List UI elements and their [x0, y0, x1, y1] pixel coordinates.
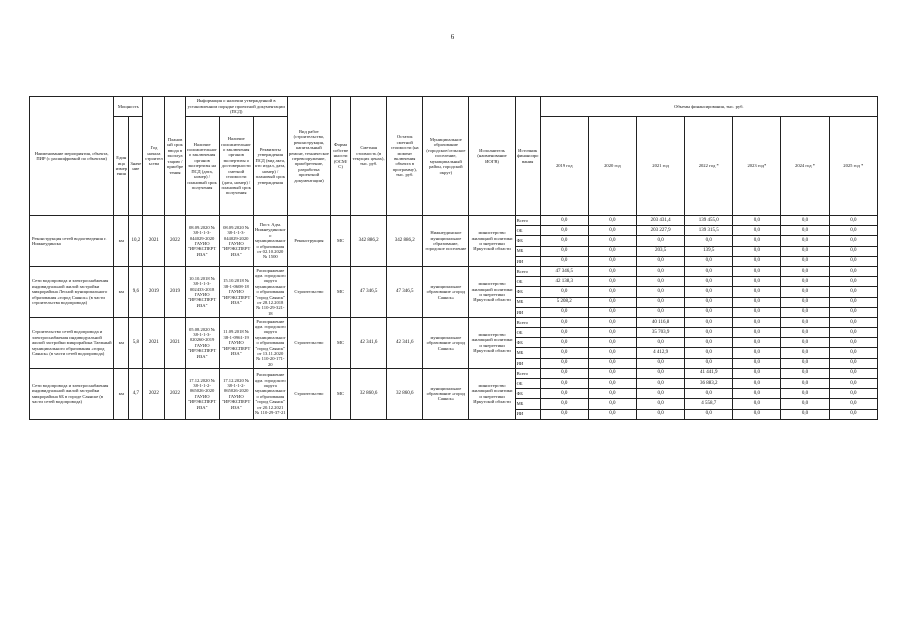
funding-amount: 0,0	[685, 277, 733, 287]
funding-amount: 0,0	[733, 307, 781, 317]
header-remaining-cost: Остаток сметной стоимости (на момент включения объекта в программу), тыс. руб.	[387, 97, 423, 216]
municipality: муниципальное образование «город Саянск»	[423, 317, 469, 368]
header-name: Наименование мероприятия, объекта, ПИР (с расшифровкой по объектам)	[30, 97, 114, 216]
municipality: муниципальное образование «город Саянск»	[423, 266, 469, 317]
funding-amount: 0,0	[637, 358, 685, 368]
header-year: 2019 год	[540, 117, 588, 216]
funding-amount: 0,0	[637, 307, 685, 317]
funding-amount: 0,0	[637, 266, 685, 276]
funding-amount: 0,0	[733, 328, 781, 338]
funding-amount: 0,0	[540, 338, 588, 348]
funding-amount: 5 208,2	[540, 297, 588, 307]
funding-amount: 0,0	[733, 368, 781, 378]
funding-source: Всего	[515, 216, 540, 226]
capacity-unit: км	[114, 368, 129, 419]
psd-expertise: 05.08.2020 № 38-1-1-3-020260-2019 ГАУИО "ИРЭКСПЕРТИЗА"	[185, 317, 219, 368]
funding-amount: 0,0	[733, 216, 781, 226]
funding-amount: 0,0	[637, 297, 685, 307]
funding-source: МБ	[515, 399, 540, 409]
table-row	[30, 368, 878, 378]
funding-amount: 0,0	[685, 317, 733, 327]
funding-amount: 203,5	[637, 246, 685, 256]
psd-expertise: 08.09.2020 № 38-1-1-3-044029-2020 ГАУИО "ИРЭКСПЕРТИЗА"	[185, 216, 219, 267]
header-ownership: Форма собственности (ОСМ/С)	[331, 97, 351, 216]
header-cost-expertise: Наличие положительного заключения органов экспертизы о достоверности сметной стоимости (дата, номер) / плановый срок получения	[219, 117, 253, 216]
funding-amount: 0,0	[781, 297, 829, 307]
funding-amount: 0,0	[637, 277, 685, 287]
header-year: 2023 год*	[733, 117, 781, 216]
funding-amount: 0,0	[733, 317, 781, 327]
funding-source: МБ	[515, 348, 540, 358]
funding-amount: 0,0	[733, 236, 781, 246]
funding-amount: 203 227,9	[637, 226, 685, 236]
municipality: муниципальное образование «город Саянск»	[423, 368, 469, 419]
funding-source: ИИ	[515, 307, 540, 317]
header-estimated-cost: Сметная стоимость (в текущих ценах), тыс. руб.	[351, 97, 387, 216]
municipality: Нижнеудинское муниципальное образование, городское поселение	[423, 216, 469, 267]
funding-amount: 0,0	[540, 368, 588, 378]
table-row	[30, 216, 878, 226]
funding-amount: 4 558,7	[685, 399, 733, 409]
funding-amount: 0,0	[733, 399, 781, 409]
funding-amount: 0,0	[685, 236, 733, 246]
funding-amount: 0,0	[540, 379, 588, 389]
funding-amount: 0,0	[829, 277, 877, 287]
object-name: Строительство сетей водопровода и электроснабжения индивидуальной жилой застройки микрорайона Таежный муниципального образования «город Саянск» (в части сетей водопровода)	[30, 317, 114, 368]
funding-amount: 0,0	[829, 399, 877, 409]
capacity-value: 5,8	[129, 317, 143, 368]
object-name: Реконструкция сетей водоотведения г. Нижнеудинска	[30, 216, 114, 267]
funding-amount: 0,0	[781, 338, 829, 348]
ownership: МС	[331, 317, 351, 368]
planned-year: 2022	[165, 368, 185, 419]
funding-amount: 0,0	[540, 307, 588, 317]
funding-amount: 0,0	[588, 277, 636, 287]
funding-amount: 0,0	[685, 307, 733, 317]
funding-amount: 0,0	[540, 328, 588, 338]
funding-amount: 0,0	[733, 256, 781, 266]
funding-amount: 0,0	[733, 358, 781, 368]
funding-amount: 0,0	[540, 246, 588, 256]
ownership: МС	[331, 368, 351, 419]
start-year: 2022	[143, 368, 165, 419]
funding-amount: 0,0	[733, 287, 781, 297]
header-value: Значение	[129, 117, 143, 216]
funding-amount: 0,0	[588, 307, 636, 317]
funding-amount: 0,0	[685, 328, 733, 338]
funding-amount: 0,0	[733, 297, 781, 307]
capacity-value: 9,6	[129, 266, 143, 317]
table-body	[30, 216, 878, 420]
funding-amount: 0,0	[588, 297, 636, 307]
funding-amount: 0,0	[540, 317, 588, 327]
remaining-cost: 342 886,2	[387, 216, 423, 267]
funding-amount: 0,0	[540, 389, 588, 399]
funding-amount: 0,0	[829, 348, 877, 358]
funding-amount: 0,0	[637, 368, 685, 378]
funding-source: ОБ	[515, 379, 540, 389]
funding-amount: 0,0	[685, 256, 733, 266]
funding-amount: 0,0	[540, 358, 588, 368]
funding-source: ФБ	[515, 236, 540, 246]
funding-amount: 0,0	[588, 328, 636, 338]
header-year: 2024 год *	[781, 117, 829, 216]
page-number: 6	[450, 33, 455, 41]
executor: министерство жилищной политики и энергетики Иркутской области	[469, 266, 515, 317]
header-psd-expertise: Наличие положительного заключения органов экспертизы на ПСД (дата, номер) / плановый срок получения	[185, 117, 219, 216]
funding-source: Всего	[515, 266, 540, 276]
funding-amount: 0,0	[588, 287, 636, 297]
funding-amount: 0,0	[588, 358, 636, 368]
header-municipality: Муниципальное образование (городское/сельское поселение, муниципальный район, городской округ)	[423, 97, 469, 216]
funding-amount: 0,0	[588, 389, 636, 399]
funding-amount: 0,0	[829, 307, 877, 317]
funding-source: ФБ	[515, 338, 540, 348]
funding-amount: 139 455,0	[685, 216, 733, 226]
funding-amount: 0,0	[637, 256, 685, 266]
start-year: 2019	[143, 266, 165, 317]
funding-amount: 41 441,9	[685, 368, 733, 378]
funding-amount: 0,0	[588, 226, 636, 236]
work-type: Реконструкция	[287, 216, 330, 267]
ownership: МС	[331, 266, 351, 317]
header-work-type: Вид работ (строительство, реконструкция, капитальный ремонт, техническое перевооружение, приобретение, разработка проектной документации)	[287, 97, 330, 216]
funding-amount: 0,0	[781, 216, 829, 226]
funding-source: ОБ	[515, 277, 540, 287]
funding-amount: 0,0	[637, 409, 685, 419]
funding-amount: 0,0	[781, 307, 829, 317]
funding-amount: 47 346,5	[540, 266, 588, 276]
funding-amount: 0,0	[829, 297, 877, 307]
funding-source: ОБ	[515, 328, 540, 338]
funding-amount: 0,0	[637, 338, 685, 348]
header-funding-group: Объемы финансирования, тыс. руб.	[540, 97, 877, 117]
funding-amount: 0,0	[829, 266, 877, 276]
planned-year: 2019	[165, 266, 185, 317]
funding-amount: 139,5	[685, 246, 733, 256]
psd-approval: Распоряжение адм. городского округа муниципального образования "город Саянск" от 13.11.2020 № 110-20-171-20	[254, 318, 286, 367]
funding-amount: 0,0	[588, 379, 636, 389]
capacity-value: 4,7	[129, 368, 143, 419]
funding-amount: 0,0	[733, 379, 781, 389]
remaining-cost: 42 341,6	[387, 317, 423, 368]
funding-amount: 0,0	[781, 328, 829, 338]
funding-amount: 0,0	[733, 266, 781, 276]
funding-source: ОБ	[515, 226, 540, 236]
funding-amount: 0,0	[588, 256, 636, 266]
header-capacity: Мощность	[114, 97, 143, 117]
funding-amount: 139 315,5	[685, 226, 733, 236]
funding-source: МБ	[515, 297, 540, 307]
funding-amount: 0,0	[781, 266, 829, 276]
funding-amount: 0,0	[781, 358, 829, 368]
funding-amount: 0,0	[733, 246, 781, 256]
header-executor: Исполнитель (наименование ИОГВ)	[469, 97, 515, 216]
capacity-unit: км	[114, 266, 129, 317]
funding-source: ИИ	[515, 358, 540, 368]
funding-amount: 0,0	[829, 358, 877, 368]
funding-amount: 0,0	[781, 409, 829, 419]
funding-amount: 0,0	[637, 287, 685, 297]
funding-amount: 0,0	[781, 399, 829, 409]
funding-amount: 0,0	[637, 389, 685, 399]
funding-amount: 0,0	[733, 389, 781, 399]
header-year: 2021 год	[637, 117, 685, 216]
funding-amount: 203 431,4	[637, 216, 685, 226]
funding-amount: 0,0	[781, 368, 829, 378]
executor: министерство жилищной политики и энергетики Иркутской области	[469, 368, 515, 419]
header-year: 2022 год *	[685, 117, 733, 216]
funding-amount: 0,0	[540, 256, 588, 266]
funding-amount: 0,0	[733, 277, 781, 287]
funding-amount: 0,0	[829, 379, 877, 389]
funding-amount: 0,0	[829, 226, 877, 236]
funding-amount: 0,0	[540, 399, 588, 409]
funding-amount: 0,0	[685, 348, 733, 358]
header-year: 2025 год *	[829, 117, 877, 216]
planned-year: 2022	[165, 216, 185, 267]
object-name: Сети водопровода и электроснабжения индивидуальной жилой застройки микрорайона Лесной муниципального образования «город Саянск» (в части строительства водопровода)	[30, 266, 114, 317]
funding-source: Всего	[515, 368, 540, 378]
executor: министерство жилищной политики и энергетики Иркутской области	[469, 216, 515, 267]
funding-amount: 0,0	[781, 246, 829, 256]
capacity-unit: км	[114, 317, 129, 368]
funding-amount: 4 412,9	[637, 348, 685, 358]
funding-amount: 0,0	[588, 368, 636, 378]
start-year: 2021	[143, 317, 165, 368]
funding-amount: 0,0	[781, 236, 829, 246]
funding-amount: 0,0	[685, 266, 733, 276]
funding-source: ФБ	[515, 389, 540, 399]
funding-amount: 0,0	[829, 256, 877, 266]
psd-expertise: 10.10.2018 № 38-1-1-3-002433-2018 ГАУИО "ИРЭКСПЕРТИЗА"	[185, 266, 219, 317]
psd-expertise: 17.12.2020 № 38-1-1-2-065026-2020 ГАУИО "ИРЭКСПЕРТИЗА"	[185, 368, 219, 419]
funding-amount: 0,0	[637, 399, 685, 409]
cost-expertise: 08.09.2020 № 38-1-1-3-044029-2020 ГАУИО "ИРЭКСПЕРТИЗА"	[219, 216, 253, 267]
funding-amount: 0,0	[588, 236, 636, 246]
funding-amount: 0,0	[781, 226, 829, 236]
funding-source: ИИ	[515, 256, 540, 266]
funding-amount: 0,0	[781, 277, 829, 287]
estimated-cost: 47 346,5	[351, 266, 387, 317]
table-header	[30, 97, 878, 216]
financing-table	[29, 96, 878, 420]
funding-amount: 0,0	[685, 338, 733, 348]
psd-approval: Распоряжение адм. городского округа муниципального образования "город Саянск" от 28.12.2018 № 110-29-321-18	[254, 267, 286, 316]
funding-amount: 0,0	[685, 409, 733, 419]
funding-amount: 36 883,2	[685, 379, 733, 389]
capacity-unit: км	[114, 216, 129, 267]
funding-amount: 0,0	[588, 399, 636, 409]
funding-amount: 0,0	[829, 389, 877, 399]
planned-year: 2021	[165, 317, 185, 368]
funding-amount: 0,0	[781, 389, 829, 399]
funding-amount: 0,0	[685, 287, 733, 297]
cost-expertise: 15.10.2018 № 38-1-0608-18 ГАУИО "ИРЭКСПЕРТИЗА"	[219, 266, 253, 317]
cost-expertise: 11.09.2018 № 38-1-0961-19 ГАУИО "ИРЭКСПЕРТИЗА"	[219, 317, 253, 368]
estimated-cost: 32 860,6	[351, 368, 387, 419]
funding-amount: 0,0	[540, 236, 588, 246]
remaining-cost: 47 346,5	[387, 266, 423, 317]
funding-source: ФБ	[515, 287, 540, 297]
work-type: Строительство	[287, 266, 330, 317]
funding-amount: 0,0	[540, 409, 588, 419]
table-row	[30, 317, 878, 327]
funding-amount: 0,0	[733, 348, 781, 358]
funding-amount: 0,0	[540, 216, 588, 226]
object-name: Сети водопровода и электроснабжения индивидуальной жилой застройки микрорайона 6Б в городе Саянске (в части сетей водопровода)	[30, 368, 114, 419]
header-planned-date: Плановый срок ввода в эксплуатацию /приобретения	[165, 97, 185, 216]
funding-amount: 0,0	[588, 338, 636, 348]
funding-amount: 0,0	[829, 338, 877, 348]
funding-amount: 0,0	[637, 236, 685, 246]
psd-approval: Распоряжение адм. городского округа муниципального образования "город Саянск" от 20.12.2021 № 110-29-37-21	[253, 368, 287, 419]
psd-approval: Пост. Адм. Нижнеудинского муниципального образования от 02.10.2020 № 1500	[253, 216, 287, 267]
funding-source: Всего	[515, 317, 540, 327]
header-start-year: Год начала строительства	[143, 97, 165, 216]
header-year: 2020 год	[588, 117, 636, 216]
funding-amount: 0,0	[733, 338, 781, 348]
work-type: Строительство	[287, 368, 330, 419]
work-type: Строительство	[287, 317, 330, 368]
funding-amount: 0,0	[829, 287, 877, 297]
start-year: 2021	[143, 216, 165, 267]
funding-amount: 0,0	[540, 287, 588, 297]
estimated-cost: 342 886,2	[351, 216, 387, 267]
funding-amount: 0,0	[588, 409, 636, 419]
funding-amount: 0,0	[588, 216, 636, 226]
funding-amount: 0,0	[781, 287, 829, 297]
funding-amount: 42 138,3	[540, 277, 588, 287]
remaining-cost: 32 860,6	[387, 368, 423, 419]
funding-amount: 0,0	[781, 379, 829, 389]
funding-amount: 0,0	[781, 348, 829, 358]
capacity-value: 10,2	[129, 216, 143, 267]
funding-amount: 0,0	[540, 226, 588, 236]
header-funding-source: Источник финансирования	[515, 97, 540, 216]
funding-source: МБ	[515, 246, 540, 256]
funding-amount: 0,0	[733, 409, 781, 419]
ownership: МС	[331, 216, 351, 267]
header-psd-approval: Реквизиты утверждения ПСД (вид акта, кто издал, дата, номер) / плановый срок утверждения	[253, 117, 287, 216]
cost-expertise: 17.12.2020 № 38-1-1-2-065026-2020 ГАУИО "ИРЭКСПЕРТИЗА"	[219, 368, 253, 419]
funding-source: ИИ	[515, 409, 540, 419]
table-row	[30, 266, 878, 276]
funding-amount: 0,0	[588, 266, 636, 276]
funding-amount: 0,0	[829, 236, 877, 246]
funding-amount: 0,0	[685, 389, 733, 399]
funding-amount: 40 116,8	[637, 317, 685, 327]
funding-amount: 0,0	[829, 368, 877, 378]
funding-amount: 0,0	[829, 216, 877, 226]
funding-amount: 0,0	[637, 379, 685, 389]
funding-amount: 0,0	[781, 317, 829, 327]
funding-amount: 0,0	[588, 246, 636, 256]
funding-amount: 0,0	[781, 256, 829, 266]
header-unit: Единица измерения	[114, 117, 129, 216]
funding-amount: 0,0	[588, 317, 636, 327]
funding-amount: 0,0	[829, 246, 877, 256]
funding-amount: 0,0	[829, 328, 877, 338]
funding-amount: 35 703,9	[637, 328, 685, 338]
funding-amount: 0,0	[685, 297, 733, 307]
funding-amount: 0,0	[829, 317, 877, 327]
funding-amount: 0,0	[829, 409, 877, 419]
funding-amount: 0,0	[540, 348, 588, 358]
estimated-cost: 42 341,6	[351, 317, 387, 368]
funding-amount: 0,0	[685, 358, 733, 368]
funding-amount: 0,0	[733, 226, 781, 236]
header-psd-group: Информация о наличии утвержденной в установленном порядке проектной документации (ПСД)	[185, 97, 287, 117]
funding-amount: 0,0	[588, 348, 636, 358]
executor: министерство жилищной политики и энергетики Иркутской области	[469, 317, 515, 368]
